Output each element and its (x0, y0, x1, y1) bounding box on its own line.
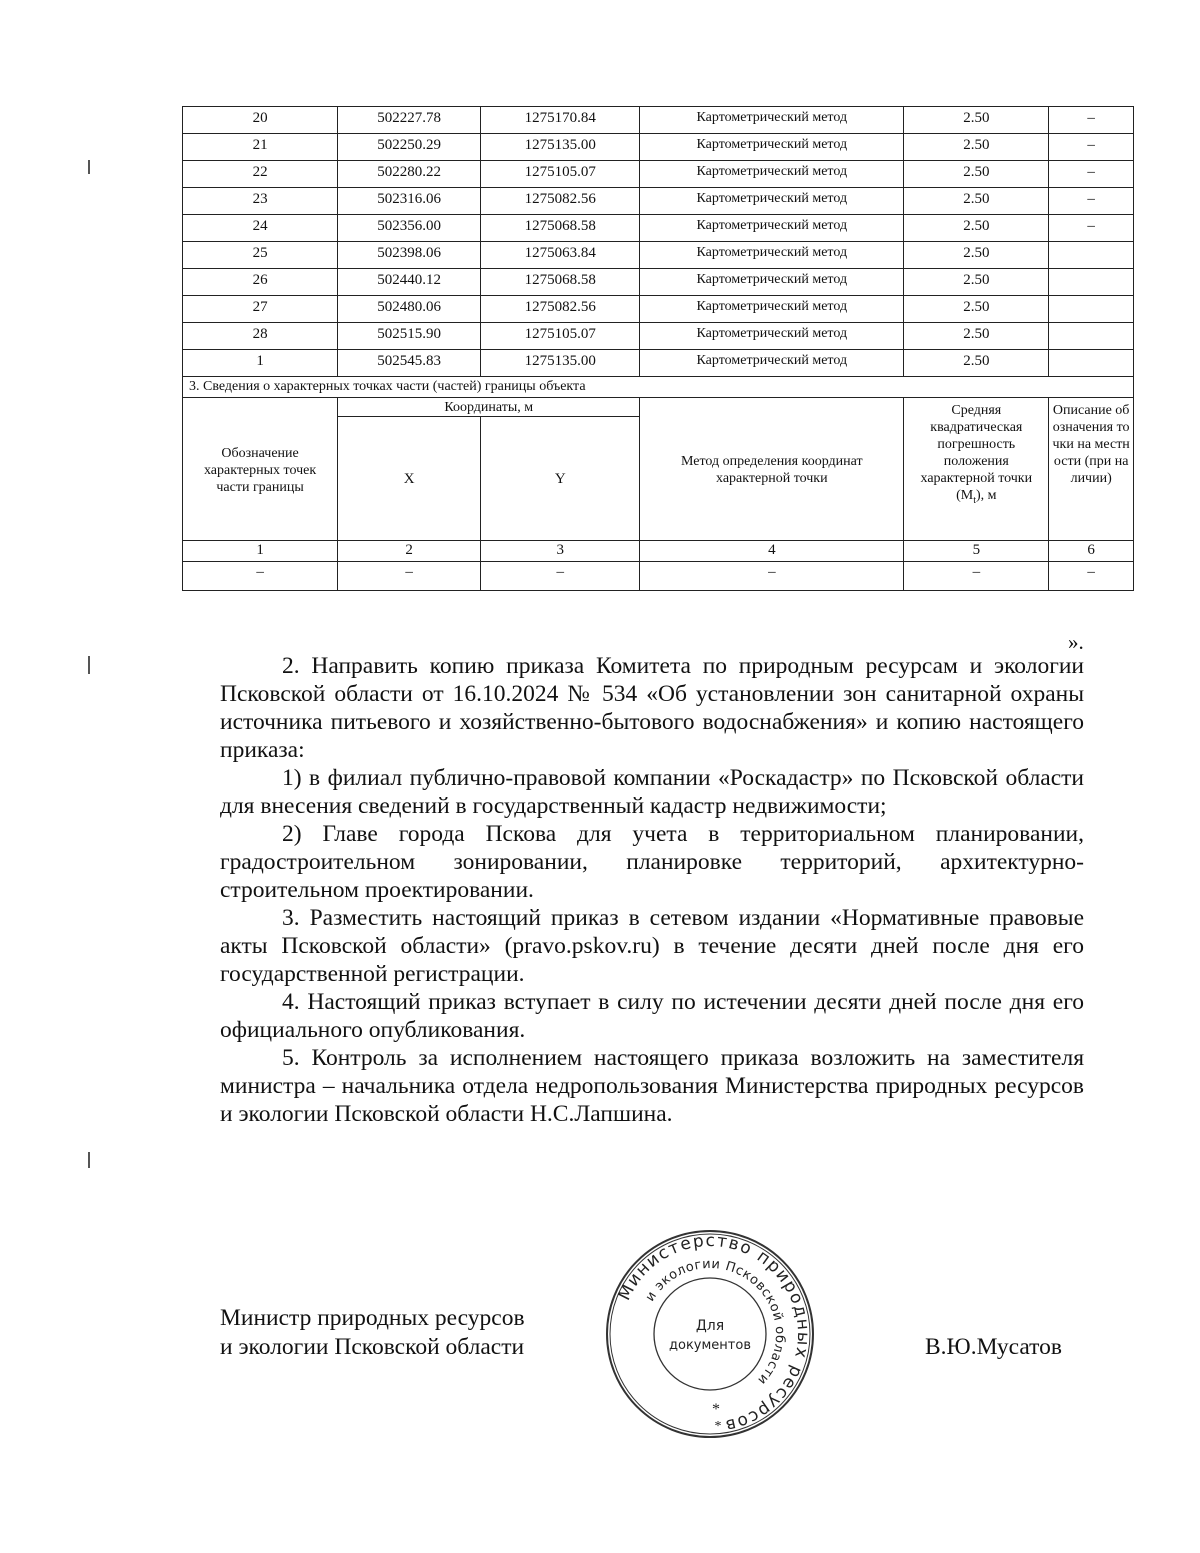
cell-mean-error: 2.50 (904, 188, 1049, 215)
signatory-position (220, 1304, 525, 1362)
cell-coord-x: 502356.00 (338, 215, 481, 242)
cell-description: – (1049, 188, 1134, 215)
header-mean-error-sub: t (973, 494, 976, 506)
cell-coord-x: 502316.06 (338, 188, 481, 215)
empty-cell-1: – (183, 562, 338, 591)
closing-quote: ». (1068, 630, 1084, 654)
stamp-center-line1: Для (695, 1318, 725, 1334)
cell-coord-y: 1275135.00 (481, 350, 640, 377)
cell-method: Картометрический метод (640, 323, 904, 350)
table-row (183, 269, 1134, 296)
header-mean-error-suffix: ), м (976, 488, 997, 503)
header-x: X (338, 417, 481, 541)
header-y: Y (481, 417, 640, 541)
header-mean-error-text: Средняя квадратическая погрешность положения характерной точки (M (920, 403, 1033, 503)
cell-coord-x: 502515.90 (338, 323, 481, 350)
cell-mean-error: 2.50 (904, 107, 1049, 134)
stamp-star-icon: * (712, 1401, 720, 1418)
cell-point-number: 24 (183, 215, 338, 242)
table-row (183, 107, 1134, 134)
cell-description: – (1049, 215, 1134, 242)
empty-cell-3: – (481, 562, 640, 591)
cell-method: Картометрический метод (640, 188, 904, 215)
cell-mean-error: 2.50 (904, 350, 1049, 377)
cell-description: – (1049, 161, 1134, 188)
cell-point-number: 28 (183, 323, 338, 350)
signatory-position-line2: и экологии Псковской области (220, 1334, 525, 1360)
paragraph-3: 3. Разместить настоящий приказ в сетевом издании «Нормативные правовые акты Псковской области» (pravo.pskov.ru) в течение десяти дней после дня его государственной регистрации. (220, 905, 1084, 987)
cell-coord-y: 1275135.00 (481, 134, 640, 161)
cell-point-number: 1 (183, 350, 338, 377)
cell-coord-y: 1275105.07 (481, 323, 640, 350)
table-row (183, 134, 1134, 161)
scan-mark-2 (88, 656, 90, 674)
cell-method: Картометрический метод (640, 296, 904, 323)
cell-mean-error: 2.50 (904, 296, 1049, 323)
cell-method: Картометрический метод (640, 215, 904, 242)
official-stamp (604, 1228, 816, 1440)
cell-point-number: 27 (183, 296, 338, 323)
table-row (183, 215, 1134, 242)
cell-coord-y: 1275170.84 (481, 107, 640, 134)
table-row (183, 296, 1134, 323)
cell-description (1049, 323, 1134, 350)
cell-method: Картометрический метод (640, 269, 904, 296)
header-description: Описание обозначения точки на местности (при наличии) (1049, 398, 1134, 541)
col-number-6: 6 (1049, 541, 1134, 562)
col-number-3: 3 (481, 541, 640, 562)
table-row (183, 242, 1134, 269)
cell-point-number: 23 (183, 188, 338, 215)
cell-coord-x: 502480.06 (338, 296, 481, 323)
cell-coord-x: 502398.06 (338, 242, 481, 269)
cell-coord-y: 1275068.58 (481, 269, 640, 296)
cell-method: Картометрический метод (640, 134, 904, 161)
table-row (183, 350, 1134, 377)
col-number-2: 2 (338, 541, 481, 562)
cell-coord-y: 1275063.84 (481, 242, 640, 269)
cell-mean-error: 2.50 (904, 242, 1049, 269)
empty-cell-2: – (338, 562, 481, 591)
cell-description (1049, 269, 1134, 296)
cell-coord-x: 502227.78 (338, 107, 481, 134)
cell-mean-error: 2.50 (904, 134, 1049, 161)
cell-mean-error: 2.50 (904, 161, 1049, 188)
cell-mean-error: 2.50 (904, 269, 1049, 296)
header-coordinates-group: Координаты, м (338, 398, 640, 417)
paragraph-5: 5. Контроль за исполнением настоящего приказа возложить на заместителя министра – начальника отдела недропользования Министерства природных ресурсов и экологии Псковской области Н.С.Лапшина. (220, 1045, 1084, 1127)
paragraph-2-1: 1) в филиал публично-правовой компании «Роскадастр» по Псковской области для внесения сведений в государственный кадастр недвижимости; (220, 765, 1084, 819)
coordinates-table (182, 106, 1134, 591)
cell-description: – (1049, 107, 1134, 134)
cell-description (1049, 350, 1134, 377)
stamp-center-line2: документов (669, 1338, 751, 1353)
stamp-outer-text: Министерство природных ресурсов (614, 1230, 814, 1436)
cell-method: Картометрический метод (640, 161, 904, 188)
table-row (183, 161, 1134, 188)
cell-method: Картометрический метод (640, 107, 904, 134)
col-number-1: 1 (183, 541, 338, 562)
cell-method: Картометрический метод (640, 242, 904, 269)
cell-mean-error: 2.50 (904, 215, 1049, 242)
cell-point-number: 20 (183, 107, 338, 134)
table-row (183, 188, 1134, 215)
header-method: Метод определения координат характерной точки (640, 398, 904, 541)
stamp-seal-icon (604, 1228, 816, 1440)
cell-coord-x: 502545.83 (338, 350, 481, 377)
empty-cell-6: – (1049, 562, 1134, 591)
cell-point-number: 25 (183, 242, 338, 269)
cell-coord-x: 502250.29 (338, 134, 481, 161)
cell-coord-y: 1275068.58 (481, 215, 640, 242)
signatory-name: В.Ю.Мусатов (925, 1334, 1062, 1360)
col-number-5: 5 (904, 541, 1049, 562)
paragraph-2-2: 2) Главе города Пскова для учета в территориальном планировании, градостроительном зонировании, планировке территорий, архитектурно-строительном проектировании. (220, 821, 1084, 903)
cell-coord-x: 502280.22 (338, 161, 481, 188)
order-body (220, 652, 1084, 1128)
cell-point-number: 22 (183, 161, 338, 188)
header-mean-error (904, 398, 1049, 541)
paragraph-2: 2. Направить копию приказа Комитета по природным ресурсам и экологии Псковской области от 16.10.2024 № 534 «Об установлении зон санитарной охраны источника питьевого и хозяйственно-бытового водоснабжения» и копию настоящего приказа: (220, 653, 1084, 763)
coordinates-table-body (183, 107, 1134, 377)
cell-description: – (1049, 134, 1134, 161)
empty-cell-5: – (904, 562, 1049, 591)
empty-cell-4: – (640, 562, 904, 591)
scan-mark-3 (88, 1152, 90, 1168)
cell-point-number: 21 (183, 134, 338, 161)
cell-coord-y: 1275082.56 (481, 296, 640, 323)
paragraph-4: 4. Настоящий приказ вступает в силу по истечении десяти дней после дня его официального опубликования. (220, 989, 1084, 1043)
stamp-star-icon-2: * (714, 1419, 722, 1434)
scan-mark-1 (88, 160, 90, 174)
table-row (183, 323, 1134, 350)
cell-description (1049, 296, 1134, 323)
cell-method: Картометрический метод (640, 350, 904, 377)
cell-description (1049, 242, 1134, 269)
header-point-designation: Обозначение характерных точек части границы (183, 398, 338, 541)
cell-coord-y: 1275082.56 (481, 188, 640, 215)
section3-title: 3. Сведения о характерных точках части (частей) границы объекта (183, 377, 1134, 398)
cell-coord-x: 502440.12 (338, 269, 481, 296)
signatory-position-line1: Министр природных ресурсов (220, 1305, 525, 1331)
cell-point-number: 26 (183, 269, 338, 296)
cell-coord-y: 1275105.07 (481, 161, 640, 188)
stamp-inner-text: и экологии Псковской области (642, 1256, 788, 1388)
cell-mean-error: 2.50 (904, 323, 1049, 350)
col-number-4: 4 (640, 541, 904, 562)
